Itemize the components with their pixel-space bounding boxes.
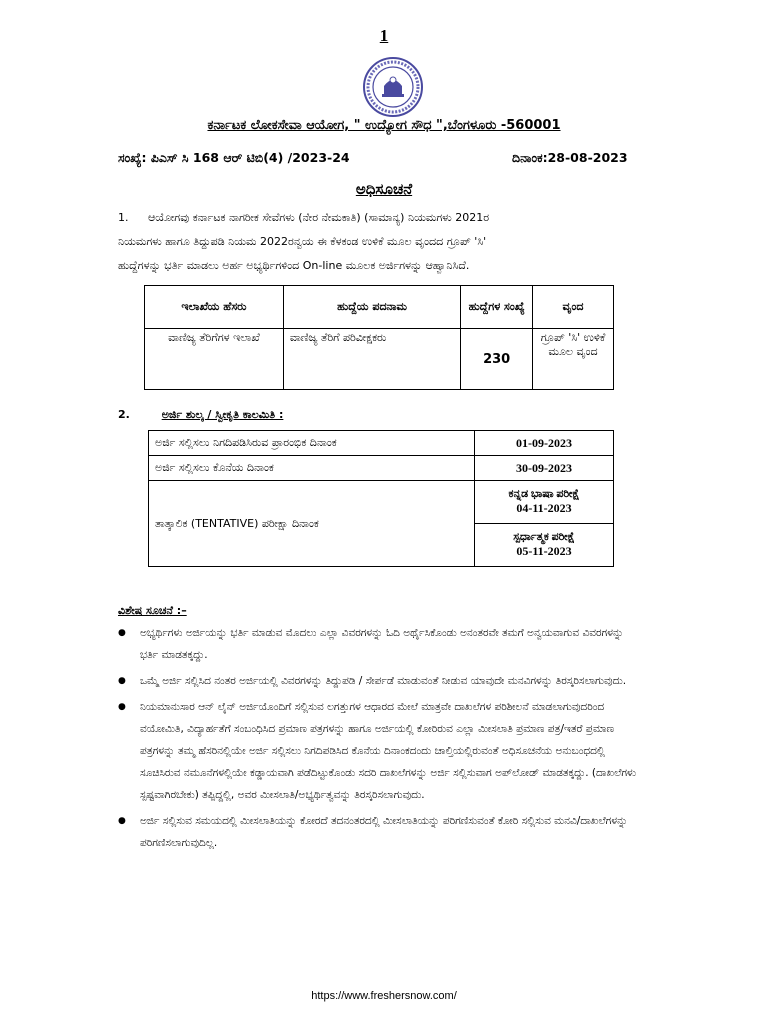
column-header: ವೃಂದ bbox=[533, 286, 614, 329]
schedule-table bbox=[148, 430, 614, 567]
notification-title: ಅಧಿಸೂಚನೆ bbox=[355, 180, 413, 198]
department-cell: ವಾಣಿಜ್ಯ ತೆರಿಗೆಗಳ ಇಲಾಖೆ bbox=[145, 329, 284, 390]
vacancy-table bbox=[144, 285, 614, 390]
list-item: ● ಒಮ್ಮೆ ಅರ್ಜಿ ಸಲ್ಲಿಸಿದ ನಂತರ ಅರ್ಜಿಯಲ್ಲಿ ವಿವರಗಳನ್ನು ತಿದ್ದುಪಡಿ / ಸೇರ್ಪಡೆ ಮಾಡುವಂತೆ ನೀಡುವ ಯಾವುದೇ ಮನವಿಗಳನ್ನು ತಿರಸ್ಕರಿಸಲಾಗುವುದು. bbox=[118, 670, 638, 692]
reference-number: ಸಂಖ್ಯೆ: ಪಿಎಸ್ ಸಿ 168 ಆರ್ ಟಿಬಿ(4) /2023-24 bbox=[118, 150, 350, 165]
kannada-exam-date: 04-11-2023 bbox=[516, 501, 572, 515]
section-2-number: 2. bbox=[118, 408, 130, 421]
designation-cell: ವಾಣಿಜ್ಯ ತೆರಿಗೆ ಪರಿವೀಕ್ಷಕರು bbox=[283, 329, 460, 390]
table-row bbox=[145, 329, 614, 390]
instructions-list bbox=[118, 622, 638, 858]
kannada-exam-label: ಕನ್ನಡ ಭಾಷಾ ಪರೀಕ್ಷೆ bbox=[508, 488, 580, 500]
page-number: 1 bbox=[379, 26, 389, 45]
table-row bbox=[149, 481, 614, 524]
exam-date-label: ತಾತ್ಕಾಲಿಕ (TENTATIVE) ಪರೀಕ್ಷಾ ದಿನಾಂಕ bbox=[149, 481, 475, 567]
emblem-seal-icon bbox=[362, 56, 424, 118]
list-item: ● ಅರ್ಜಿ ಸಲ್ಲಿಸುವ ಸಮಯದಲ್ಲಿ ಮೀಸಲಾತಿಯನ್ನು ಕೋರದೆ ತದನಂತರದಲ್ಲಿ ಮೀಸಲಾತಿಯನ್ನು ಪರಿಗಣಿಸುವಂತೆ ಕೋರಿ ಸಲ್ಲಿಸುವ ಮನವಿ/ದಾಖಲೆಗಳನ್ನು ಪರಿಗಣಿಸಲಾಗುವುದಿಲ್ಲ. bbox=[118, 810, 638, 854]
vacancy-table-header bbox=[145, 286, 614, 329]
section-2-title: ಅರ್ಜಿ ಶುಲ್ಕ / ಸ್ವೀಕೃತಿ ಕಾಲಮಿತಿ : bbox=[161, 408, 284, 421]
competitive-exam-label: ಸ್ಪರ್ಧಾತ್ಮಕ ಪರೀಕ್ಷೆ bbox=[513, 531, 575, 543]
cadre-cell: ಗ್ರೂಪ್ 'ಸಿ' ಉಳಿಕೆ ಮೂಲ ವೃಂದ bbox=[533, 329, 614, 390]
column-header: ಇಲಾಖೆಯ ಹೆಸರು bbox=[145, 286, 284, 329]
paragraph-1-line: ಆಯೋಗವು ಕರ್ನಾಟಕ ನಾಗರೀಕ ಸೇವೆಗಳು (ನೇರ ನೇಮಕಾತಿ) (ಸಾಮಾನ್ಯ) ನಿಯಮಗಳು 2021ರ bbox=[148, 211, 490, 224]
column-header: ಹುದ್ದೆಯ ಪದನಾಮ bbox=[283, 286, 460, 329]
footer-url: https://www.freshersnow.com/ bbox=[311, 990, 457, 1002]
table-row bbox=[149, 431, 614, 456]
vacancy-count-cell: 230 bbox=[461, 329, 533, 390]
column-header: ಹುದ್ದೆಗಳ ಸಂಖ್ಯೆ bbox=[461, 286, 533, 329]
paragraph-1 bbox=[118, 206, 638, 278]
start-date-label: ಅರ್ಜಿ ಸಲ್ಲಿಸಲು ನಿಗದಿಪಡಿಸಿರುವ ಪ್ರಾರಂಭಿಕ ದಿನಾಂಕ bbox=[149, 431, 475, 456]
special-instructions-title: ವಿಶೇಷ ಸೂಚನೆ :– bbox=[118, 604, 187, 617]
end-date-label: ಅರ್ಜಿ ಸಲ್ಲಿಸಲು ಕೊನೆಯ ದಿನಾಂಕ bbox=[149, 456, 475, 481]
competitive-exam-cell bbox=[475, 524, 614, 567]
table-row bbox=[149, 456, 614, 481]
organization-heading: ಕರ್ನಾಟಕ ಲೋಕಸೇವಾ ಆಯೋಗ, " ಉದ್ಯೋಗ ಸೌಧ ",ಬೆಂಗಳೂರು -560001 bbox=[207, 118, 561, 133]
paragraph-1-line: ನಿಯಮಗಳು ಹಾಗೂ ತಿದ್ದುಪಡಿ ನಿಯಮ 2022ರನ್ವಯ ಈ ಕೆಳಕಂಡ ಉಳಿಕೆ ಮೂಲ ವೃಂದದ ಗ್ರೂಪ್ 'ಸಿ' bbox=[118, 235, 487, 248]
competitive-exam-date: 05-11-2023 bbox=[516, 544, 572, 558]
paragraph-1-number: 1. bbox=[118, 211, 129, 224]
end-date-value: 30-09-2023 bbox=[475, 456, 614, 481]
list-item: ● ನಿಯಮಾನುಸಾರ ಆನ್ ಲೈನ್ ಅರ್ಜಿಯೊಂದಿಗೆ ಸಲ್ಲಿಸುವ ಲಗತ್ತುಗಳ ಆಧಾರದ ಮೇಲೆ ಮಾತ್ರವೇ ದಾಖಲೆಗಳ ಪರಿಶೀಲನೆ ಮಾಡಲಾಗುವುದರಿಂದ ವಯೋಮಿತಿ, ವಿದ್ಯಾರ್ಹತೆಗೆ ಸಂಬಂಧಿಸಿದ ಪ್ರಮಾಣ ಪತ್ರಗಳನ್ನು ಹಾಗೂ ಅರ್ಜಿಯಲ್ಲಿ ಕೋರಿರುವ ಎಲ್ಲಾ ಮೀಸಲಾತಿ ಪ್ರಮಾಣ ಪತ್ರ/ಇತರೆ ಪ್ರಮಾಣ ಪತ್ರಗಳನ್ನು ತಮ್ಮ ಹೆಸರಿನಲ್ಲಿಯೇ ಅರ್ಜಿ ಸಲ್ಲಿಸಲು ನಿಗದಿಪಡಿಸಿದ ಕೊನೆಯ ದಿನಾಂಕದಂದು ಚಾಲ್ತಿಯಲ್ಲಿರುವಂತೆ ಅಧಿಸೂಚನೆಯ ಅನುಬಂಧದಲ್ಲಿ ಸೂಚಿಸಿರುವ ನಮೂನೆಗಳಲ್ಲಿಯೇ ಕಡ್ಡಾಯವಾಗಿ ಪಡೆದಿಟ್ಟುಕೊಂಡು ಸದರಿ ದಾಖಲೆಗಳನ್ನು ಅರ್ಜಿ ಸಲ್ಲಿಸುವಾಗ ಅಪ್‌ಲೋಡ್ ಮಾಡತಕ್ಕದ್ದು. (ದಾಖಲೆಗಳು ಸ್ಪಷ್ಟವಾಗಿರಬೇಕು) ತಪ್ಪಿದ್ದಲ್ಲಿ, ಅವರ ಮೀಸಲಾತಿ/ಅಭ್ಯರ್ಥಿತ್ವವನ್ನು ತಿರಸ್ಕರಿಸಲಾಗುವುದು. bbox=[118, 696, 638, 806]
section-2-heading bbox=[118, 408, 283, 422]
document-date: ದಿನಾಂಕ:28-08-2023 bbox=[512, 150, 628, 165]
list-item: ● ಅಭ್ಯರ್ಥಿಗಳು ಅರ್ಜಿಯನ್ನು ಭರ್ತಿ ಮಾಡುವ ಮೊದಲು ಎಲ್ಲಾ ವಿವರಗಳನ್ನು ಓದಿ ಅರ್ಥೈಸಿಕೊಂಡು ಅನಂತರವೇ ತಮಗೆ ಅನ್ವಯವಾಗುವ ವಿವರಗಳನ್ನು ಭರ್ತಿ ಮಾಡತಕ್ಕದ್ದು. bbox=[118, 622, 638, 666]
start-date-value: 01-09-2023 bbox=[475, 431, 614, 456]
paragraph-1-line: ಹುದ್ದೆಗಳನ್ನು ಭರ್ತಿ ಮಾಡಲು ಅರ್ಹ ಅಭ್ಯರ್ಥಿಗಳಿಂದ On-line ಮೂಲಕ ಅರ್ಜಿಗಳನ್ನು ಆಹ್ವಾನಿಸಿದೆ. bbox=[118, 259, 470, 272]
kannada-exam-cell bbox=[475, 481, 614, 524]
